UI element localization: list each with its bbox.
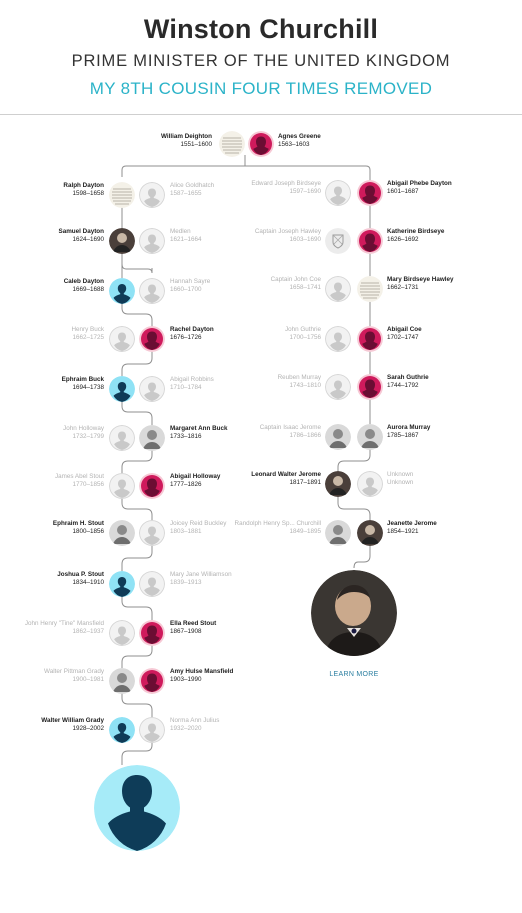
right-gen5-spouse-avatar[interactable] [325,374,351,400]
left-gen5-main[interactable] [0,376,104,392]
right-gen8-main[interactable] [387,520,497,536]
person-name: Henry Buck [71,326,104,333]
person-name: Agnes Greene [278,133,321,140]
left-gen3-spouse-avatar[interactable] [139,278,165,304]
left-gen7-spouse[interactable] [0,473,104,489]
person-name: Mary Birdseye Hawley [387,276,454,283]
left-gen11-spouse-avatar[interactable] [109,668,135,694]
person-dates: 1900–1981 [72,676,104,683]
left-gen1-main[interactable] [0,182,104,198]
person-dates: 1744–1792 [387,382,419,389]
left-gen12-main[interactable] [0,717,104,733]
right-gen6-main[interactable] [387,424,497,440]
person-dates: 1733–1816 [170,433,202,440]
person-dates: 1732–1799 [72,433,104,440]
person-name: Caleb Dayton [63,278,104,285]
person-dates: 1598–1658 [72,190,104,197]
left-gen11-spouse[interactable] [0,668,104,684]
person-dates: 1803–1881 [170,528,202,535]
left-gen11-main-avatar[interactable] [139,668,165,694]
person-dates: 1785–1867 [387,432,419,439]
subtitle-role: PRIME MINISTER OF THE UNITED KINGDOM [71,52,451,70]
person-dates: 1862–1937 [72,628,104,635]
right-gen2-spouse-avatar[interactable] [325,228,351,254]
left-gen11-main[interactable] [170,668,280,684]
person-name: Abigail Robbins [170,376,214,383]
person-dates: 1710–1784 [170,384,202,391]
left-gen1-main-avatar[interactable] [109,182,135,208]
left-gen10-main-avatar[interactable] [139,620,165,646]
person-name: Aurora Murray [387,424,431,431]
left-gen10-spouse-avatar[interactable] [109,620,135,646]
person-name: Unknown [387,471,414,478]
left-gen4-main-avatar[interactable] [139,326,165,352]
left-gen4-spouse[interactable] [0,326,104,342]
person-name: John Holloway [63,425,104,432]
person-dates: 1694–1738 [72,384,104,391]
person-name: Edward Joseph Birdseye [251,180,321,187]
left-gen12-spouse-avatar[interactable] [139,717,165,743]
person-icon [94,765,180,851]
left-gen6-main-avatar[interactable] [139,425,165,451]
right-gen5-spouse[interactable] [211,374,321,390]
page-title: Winston Churchill [143,14,379,44]
churchill-portrait[interactable] [311,570,397,656]
left-gen9-spouse-avatar[interactable] [139,571,165,597]
root-agnes-greene[interactable] [278,133,388,149]
person-dates: 1854–1921 [387,528,419,535]
right-gen1-main[interactable] [387,180,497,196]
person-name: Joshua P. Stout [57,571,104,578]
person-dates: 1786–1866 [289,432,321,439]
left-gen9-main[interactable] [0,571,104,587]
person-name: Leonard Walter Jerome [251,471,321,478]
person-dates: 1700–1756 [289,334,321,341]
left-gen1-spouse-avatar[interactable] [139,182,165,208]
person-dates: 1662–1725 [72,334,104,341]
right-gen4-main-avatar[interactable] [357,326,383,352]
person-dates: 1849–1895 [289,528,321,535]
root-william-deighton[interactable] [102,133,212,149]
person-name: Ephraim Buck [61,376,104,383]
person-dates: 1743–1810 [289,382,321,389]
right-gen4-spouse-avatar[interactable] [325,326,351,352]
right-gen5-main-avatar[interactable] [357,374,383,400]
person-name: Captain Isaac Jerome [259,424,321,431]
person-name: Abigail Phebe Dayton [387,180,452,187]
right-gen3-main-avatar[interactable] [357,276,383,302]
root-william-deighton-avatar[interactable] [219,131,245,157]
left-gen4-spouse-avatar[interactable] [109,326,135,352]
left-gen8-spouse-avatar[interactable] [139,520,165,546]
right-gen3-spouse-avatar[interactable] [325,276,351,302]
right-gen1-main-avatar[interactable] [357,180,383,206]
person-dates: 1626–1692 [387,236,419,243]
person-dates: 1551–1600 [180,141,212,148]
left-gen2-spouse-avatar[interactable] [139,228,165,254]
person-dates: 1834–1910 [72,579,104,586]
person-dates: 1817–1891 [289,479,321,486]
right-gen1-spouse-avatar[interactable] [325,180,351,206]
person-dates: 1676–1726 [170,334,202,341]
person-name: Abigail Holloway [170,473,221,480]
right-gen8-spouse[interactable] [211,520,321,536]
left-gen6-spouse-avatar[interactable] [109,425,135,451]
person-name: Captain Joseph Hawley [254,228,321,235]
right-gen6-main-avatar[interactable] [357,424,383,450]
person-dates: 1669–1688 [72,286,104,293]
left-gen7-spouse-avatar[interactable] [109,473,135,499]
person-name: Medlen [170,228,191,235]
person-name: John Guthrie [284,326,321,333]
person-dates: 1658–1741 [289,284,321,291]
person-name: Katherine Birdseye [387,228,445,235]
person-name: William Deighton [160,133,212,140]
right-gen3-main[interactable] [387,276,497,292]
person-dates: 1800–1856 [72,528,104,535]
left-gen12-spouse[interactable] [170,717,280,733]
person-name: John Henry "Tine" Mansfield [24,620,104,627]
person-name: Rachel Dayton [170,326,214,333]
person-dates: 1603–1690 [289,236,321,243]
person-name: Mary Jane Williamson [170,571,232,578]
person-dates: 1867–1908 [170,628,202,635]
person-name: Joicey Reid Buckley [170,520,227,527]
person-dates: 1662–1731 [387,284,419,291]
right-gen8-spouse-avatar[interactable] [325,520,351,546]
person-dates: 1928–2002 [72,725,104,732]
right-gen2-main[interactable] [387,228,497,244]
left-gen8-main-avatar[interactable] [109,520,135,546]
person-name: Amy Hulse Mansfield [170,668,234,675]
person-name: Captain John Coe [270,276,321,283]
right-gen7-spouse[interactable] [387,471,497,487]
right-gen8-main-avatar[interactable] [357,520,383,546]
person-name: Samuel Dayton [58,228,104,235]
person-dates: 1621–1664 [170,236,202,243]
right-gen5-main[interactable] [387,374,497,390]
left-gen10-main[interactable] [170,620,280,636]
person-name: Margaret Ann Buck [170,425,228,432]
left-gen2-main-avatar[interactable] [109,228,135,254]
right-gen7-main[interactable] [211,471,321,487]
person-dates: Unknown [387,479,414,486]
person-name: Ralph Dayton [63,182,104,189]
right-gen6-spouse[interactable] [211,424,321,440]
left-gen12-main-avatar[interactable] [109,717,135,743]
person-dates: 1770–1856 [72,481,104,488]
person-name: Sarah Guthrie [387,374,429,381]
person-name: James Abel Stout [54,473,104,480]
left-gen5-spouse-avatar[interactable] [139,376,165,402]
person-dates: 1777–1826 [170,481,202,488]
person-dates: 1702–1747 [387,334,419,341]
root-agnes-greene-avatar[interactable] [248,131,274,157]
person-name: Hannah Sayre [170,278,211,285]
portrait-photo [311,570,397,656]
person-dates: 1624–1690 [72,236,104,243]
person-dates: 1597–1690 [289,188,321,195]
person-name: Randolph Henry Sp... Churchill [234,520,321,527]
left-gen10-spouse[interactable] [0,620,104,636]
right-gen1-spouse[interactable] [211,180,321,196]
right-gen7-spouse-avatar[interactable] [357,471,383,497]
person-dates: 1601–1687 [387,188,419,195]
person-name: Jeanette Jerome [387,520,437,527]
left-gen3-main[interactable] [0,278,104,294]
right-gen4-spouse[interactable] [211,326,321,342]
left-gen5-main-avatar[interactable] [109,376,135,402]
learn-more-link[interactable]: LEARN MORE [329,671,379,678]
person-dates: 1932–2020 [170,725,202,732]
person-name: Abigail Coe [387,326,422,333]
left-gen2-main[interactable] [0,228,104,244]
person-dates: 1587–1655 [170,190,202,197]
right-gen3-spouse[interactable] [211,276,321,292]
left-gen7-main-avatar[interactable] [139,473,165,499]
left-gen8-main[interactable] [0,520,104,536]
left-gen6-spouse[interactable] [0,425,104,441]
right-gen2-spouse[interactable] [211,228,321,244]
person-dates: 1660–1700 [170,286,202,293]
person-name: Ella Reed Stout [170,620,217,627]
person-dates: 1563–1603 [278,141,310,148]
right-gen2-main-avatar[interactable] [357,228,383,254]
person-name: Walter Pittman Grady [44,668,104,675]
left-gen9-main-avatar[interactable] [109,571,135,597]
relationship-label: MY 8TH COUSIN FOUR TIMES REMOVED [89,79,433,98]
my-profile-avatar[interactable] [94,765,180,851]
person-name: Reuben Murray [277,374,321,381]
person-dates: 1839–1913 [170,579,202,586]
person-name: Ephraim H. Stout [52,520,104,527]
right-gen4-main[interactable] [387,326,497,342]
person-name: Alice Goldhatch [170,182,215,189]
left-gen3-main-avatar[interactable] [109,278,135,304]
left-gen9-spouse[interactable] [170,571,280,587]
right-gen6-spouse-avatar[interactable] [325,424,351,450]
right-gen7-main-avatar[interactable] [325,471,351,497]
person-name: Norma Ann Julius [170,717,220,724]
person-name: Walter William Grady [41,717,104,724]
person-dates: 1903–1990 [170,676,202,683]
